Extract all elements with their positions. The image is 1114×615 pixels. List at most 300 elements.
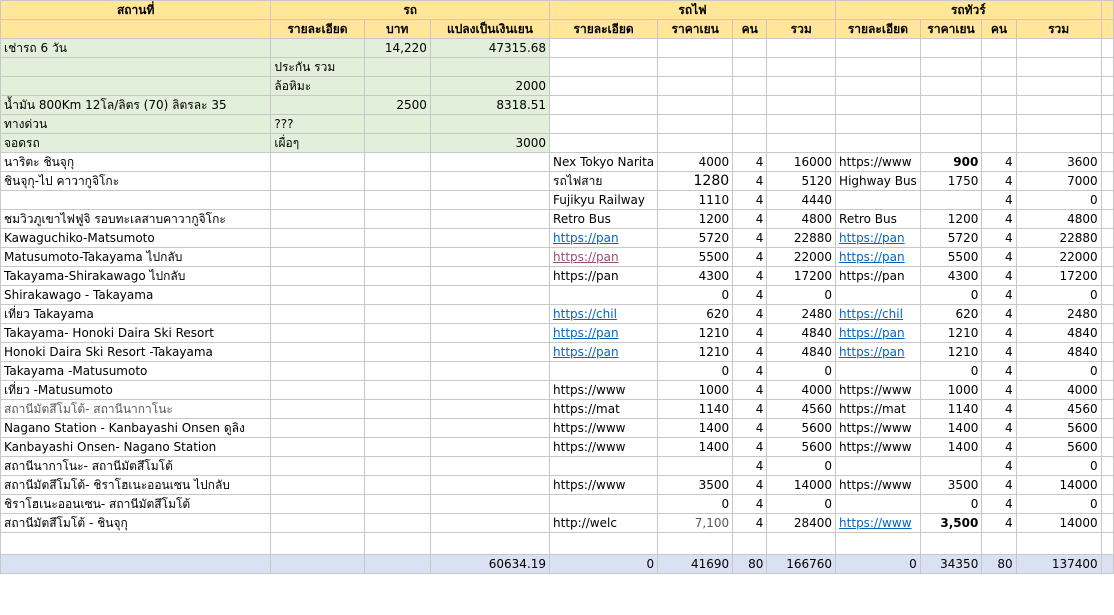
total-cell-c[interactable]	[364, 555, 430, 574]
header-train-detail[interactable]: รายละเอียด	[550, 20, 658, 39]
cell-tour-total[interactable]: 0	[1016, 457, 1101, 476]
cell-tour-detail[interactable]: https://www	[836, 514, 921, 533]
cell-car-baht[interactable]	[364, 476, 430, 495]
cell-tour-total[interactable]	[1016, 96, 1101, 115]
cell-car-detail[interactable]	[271, 172, 364, 191]
cell-extra[interactable]	[1101, 514, 1113, 533]
cell-train-price[interactable]: 1110	[658, 191, 733, 210]
cell-car-detail[interactable]	[271, 476, 364, 495]
cell-tour-total[interactable]	[1016, 134, 1101, 153]
cell-tour-people[interactable]: 4	[982, 514, 1016, 533]
cell-car-yen[interactable]	[430, 362, 549, 381]
cell-extra[interactable]	[1101, 58, 1113, 77]
header-tour-people[interactable]: คน	[982, 20, 1016, 39]
cell-car-yen[interactable]	[430, 324, 549, 343]
total-extra[interactable]	[1101, 555, 1113, 574]
cell-car-baht[interactable]	[364, 115, 430, 134]
cell-tour-price[interactable]: 0	[920, 495, 982, 514]
cell-tour-detail[interactable]: https://www	[836, 153, 921, 172]
cell-car-yen[interactable]: 3000	[430, 134, 549, 153]
cell-train-price[interactable]: 4000	[658, 153, 733, 172]
cell-tour-total[interactable]: 3600	[1016, 153, 1101, 172]
header-tour-price[interactable]: ราคาเยน	[920, 20, 982, 39]
cell-tour-people[interactable]: 4	[982, 362, 1016, 381]
cell-train-detail[interactable]	[550, 39, 658, 58]
cell-tour-price[interactable]: 900	[920, 153, 982, 172]
cell-tour-detail[interactable]	[836, 39, 921, 58]
cell-car-baht[interactable]	[364, 495, 430, 514]
cell-tour-people[interactable]: 4	[982, 286, 1016, 305]
cell-train-total[interactable]: 5600	[767, 438, 836, 457]
cell-car-baht[interactable]	[364, 343, 430, 362]
cell-extra[interactable]	[1101, 419, 1113, 438]
cell-car-yen[interactable]	[430, 438, 549, 457]
cell-extra[interactable]	[1101, 476, 1113, 495]
total-train-detail[interactable]: 0	[550, 555, 658, 574]
cell-tour-price[interactable]: 4300	[920, 267, 982, 286]
cell-place[interactable]: Kawaguchiko-Matsumoto	[1, 229, 271, 248]
cell-car-baht[interactable]	[364, 324, 430, 343]
cell-tour-people[interactable]	[982, 96, 1016, 115]
cell-car-yen[interactable]	[430, 381, 549, 400]
total-tour-people[interactable]: 80	[982, 555, 1016, 574]
cell[interactable]	[550, 533, 658, 555]
cell-tour-total[interactable]: 0	[1016, 362, 1101, 381]
cell-tour-price[interactable]: 1750	[920, 172, 982, 191]
cell-train-total[interactable]: 4440	[767, 191, 836, 210]
cell-extra[interactable]	[1101, 191, 1113, 210]
cell[interactable]	[1, 533, 271, 555]
cell-tour-price[interactable]: 0	[920, 362, 982, 381]
cell-extra[interactable]	[1101, 267, 1113, 286]
cell-place[interactable]: จอดรถ	[1, 134, 271, 153]
cell-train-price[interactable]: 0	[658, 495, 733, 514]
cell-train-detail[interactable]: Nex Tokyo Narita	[550, 153, 658, 172]
cell-car-yen[interactable]	[430, 58, 549, 77]
cell-tour-people[interactable]: 4	[982, 210, 1016, 229]
cell-tour-total[interactable]: 4840	[1016, 343, 1101, 362]
cell-car-baht[interactable]	[364, 400, 430, 419]
cell-car-yen[interactable]	[430, 400, 549, 419]
cell-train-people[interactable]: 4	[733, 495, 767, 514]
header-car-baht[interactable]: บาท	[364, 20, 430, 39]
total-train-people[interactable]: 80	[733, 555, 767, 574]
cell-tour-price[interactable]: 0	[920, 286, 982, 305]
total-tour-total[interactable]: 137400	[1016, 555, 1101, 574]
cell-car-baht[interactable]	[364, 514, 430, 533]
cell-tour-detail[interactable]: https://pan	[836, 248, 921, 267]
cell-train-total[interactable]: 4000	[767, 381, 836, 400]
cell-train-total[interactable]: 0	[767, 362, 836, 381]
cell-car-detail[interactable]	[271, 457, 364, 476]
cell-car-baht[interactable]	[364, 229, 430, 248]
cell-train-people[interactable]: 4	[733, 153, 767, 172]
cell-train-people[interactable]: 4	[733, 324, 767, 343]
cell-car-detail[interactable]	[271, 438, 364, 457]
cell-tour-price[interactable]: 1140	[920, 400, 982, 419]
cell-place[interactable]: สถานีมัตสึโมโต้ - ชินจุกุ	[1, 514, 271, 533]
cell-tour-people[interactable]: 4	[982, 191, 1016, 210]
cell-car-detail[interactable]	[271, 229, 364, 248]
cell-car-baht[interactable]	[364, 77, 430, 96]
cell-place[interactable]: เที่ยว Takayama	[1, 305, 271, 324]
cell-extra[interactable]	[1101, 324, 1113, 343]
cell-place[interactable]	[1, 77, 271, 96]
cell-car-baht[interactable]	[364, 134, 430, 153]
cell-car-yen[interactable]	[430, 343, 549, 362]
cell-train-total[interactable]: 16000	[767, 153, 836, 172]
cell-car-yen[interactable]	[430, 210, 549, 229]
cell-train-price[interactable]: 7,100	[658, 514, 733, 533]
cell-tour-detail[interactable]: https://pan	[836, 343, 921, 362]
cell-car-detail[interactable]	[271, 419, 364, 438]
cell-train-people[interactable]: 4	[733, 229, 767, 248]
cell-tour-people[interactable]: 4	[982, 153, 1016, 172]
cell-tour-price[interactable]: 620	[920, 305, 982, 324]
cell-train-detail[interactable]	[550, 362, 658, 381]
total-tour-detail[interactable]: 0	[836, 555, 921, 574]
cell-train-total[interactable]: 0	[767, 457, 836, 476]
cell-train-total[interactable]	[767, 39, 836, 58]
cell-train-detail[interactable]: Retro Bus	[550, 210, 658, 229]
cell-train-people[interactable]: 4	[733, 381, 767, 400]
cell-car-yen[interactable]	[430, 514, 549, 533]
cell-tour-total[interactable]: 0	[1016, 495, 1101, 514]
cell-tour-price[interactable]: 1210	[920, 324, 982, 343]
cell-train-price[interactable]: 1280	[658, 172, 733, 191]
header-train-people[interactable]: คน	[733, 20, 767, 39]
cell-train-price[interactable]: 620	[658, 305, 733, 324]
cell-car-baht[interactable]: 14,220	[364, 39, 430, 58]
cell-train-detail[interactable]: https://www	[550, 381, 658, 400]
cell-train-price[interactable]	[658, 96, 733, 115]
cell-tour-total[interactable]: 22000	[1016, 248, 1101, 267]
cell-place[interactable]: Takayama-Shirakawago ไปกลับ	[1, 267, 271, 286]
cell-tour-price[interactable]: 3500	[920, 476, 982, 495]
cell-tour-price[interactable]: 3,500	[920, 514, 982, 533]
cell-train-total[interactable]: 4840	[767, 343, 836, 362]
cell-extra[interactable]	[1101, 96, 1113, 115]
cell-car-yen[interactable]	[430, 248, 549, 267]
cell-train-price[interactable]: 1400	[658, 438, 733, 457]
cell-car-baht[interactable]	[364, 172, 430, 191]
cell-place[interactable]	[1, 191, 271, 210]
cell-tour-total[interactable]	[1016, 58, 1101, 77]
cell-car-detail[interactable]: ประกัน รวม	[271, 58, 364, 77]
cell-car-yen[interactable]	[430, 229, 549, 248]
total-tour-price[interactable]: 34350	[920, 555, 982, 574]
cell-train-people[interactable]: 4	[733, 438, 767, 457]
header-tour[interactable]: รถทัวร์	[836, 1, 1102, 20]
cell-tour-people[interactable]: 4	[982, 229, 1016, 248]
cell-tour-people[interactable]: 4	[982, 457, 1016, 476]
cell-train-price[interactable]: 3500	[658, 476, 733, 495]
cell-tour-price[interactable]: 1210	[920, 343, 982, 362]
cell-extra[interactable]	[1101, 400, 1113, 419]
cell-train-detail[interactable]	[550, 457, 658, 476]
total-train-price[interactable]: 41690	[658, 555, 733, 574]
cell-tour-price[interactable]	[920, 134, 982, 153]
cell-extra[interactable]	[1101, 248, 1113, 267]
cell-tour-price[interactable]: 5720	[920, 229, 982, 248]
cell-extra[interactable]	[1101, 362, 1113, 381]
cell-car-yen[interactable]	[430, 476, 549, 495]
cell[interactable]	[920, 533, 982, 555]
cell-train-total[interactable]: 22880	[767, 229, 836, 248]
cell-tour-total[interactable]	[1016, 115, 1101, 134]
cell-train-people[interactable]	[733, 39, 767, 58]
cell-tour-detail[interactable]	[836, 286, 921, 305]
cell-tour-price[interactable]	[920, 457, 982, 476]
cell[interactable]	[733, 533, 767, 555]
cell-tour-detail[interactable]: https://mat	[836, 400, 921, 419]
cell-train-people[interactable]: 4	[733, 476, 767, 495]
cell-tour-price[interactable]	[920, 191, 982, 210]
cell-place[interactable]	[1, 58, 271, 77]
cell-place[interactable]: เช่ารถ 6 วัน	[1, 39, 271, 58]
cell-tour-total[interactable]: 4000	[1016, 381, 1101, 400]
cell-tour-people[interactable]: 4	[982, 267, 1016, 286]
cell-tour-people[interactable]: 4	[982, 172, 1016, 191]
cell-tour-people[interactable]	[982, 39, 1016, 58]
cell-train-detail[interactable]: https://pan	[550, 267, 658, 286]
cell-extra[interactable]	[1101, 153, 1113, 172]
cell-car-baht[interactable]	[364, 191, 430, 210]
cell-car-detail[interactable]: ???	[271, 115, 364, 134]
cell-train-total[interactable]: 14000	[767, 476, 836, 495]
cell-tour-total[interactable]: 0	[1016, 286, 1101, 305]
cell-car-yen[interactable]	[430, 191, 549, 210]
cell-car-yen[interactable]	[430, 286, 549, 305]
header-extra[interactable]	[1101, 20, 1113, 39]
cell-place[interactable]: สถานีมัตสึโมโต้- สถานีนากาโนะ	[1, 400, 271, 419]
cell-train-total[interactable]: 5120	[767, 172, 836, 191]
cell-train-people[interactable]: 4	[733, 343, 767, 362]
cell-tour-detail[interactable]: https://pan	[836, 324, 921, 343]
cell-place[interactable]: Shirakawago - Takayama	[1, 286, 271, 305]
cell-car-yen[interactable]: 8318.51	[430, 96, 549, 115]
cell-tour-people[interactable]: 4	[982, 305, 1016, 324]
cell-tour-people[interactable]	[982, 77, 1016, 96]
cell-extra[interactable]	[1101, 172, 1113, 191]
cell-train-detail[interactable]	[550, 115, 658, 134]
cell-train-detail[interactable]: https://www	[550, 438, 658, 457]
cell-place[interactable]: Takayama- Honoki Daira Ski Resort	[1, 324, 271, 343]
cell-tour-price[interactable]	[920, 39, 982, 58]
cell-car-baht[interactable]	[364, 362, 430, 381]
cell-place[interactable]: นาริตะ ชินจุกุ	[1, 153, 271, 172]
cell-car-detail[interactable]	[271, 400, 364, 419]
cell-place[interactable]: ชินจุกุ-ไป คาวากูจิโกะ	[1, 172, 271, 191]
cell-place[interactable]: Takayama -Matusumoto	[1, 362, 271, 381]
cell-car-detail[interactable]	[271, 39, 364, 58]
cell[interactable]	[271, 533, 364, 555]
cell-car-baht[interactable]	[364, 438, 430, 457]
cell-tour-detail[interactable]: https://www	[836, 419, 921, 438]
cell-car-detail[interactable]	[271, 514, 364, 533]
cell-train-total[interactable]: 2480	[767, 305, 836, 324]
cell-tour-people[interactable]: 4	[982, 248, 1016, 267]
cell[interactable]	[1016, 533, 1101, 555]
cell-train-people[interactable]: 4	[733, 267, 767, 286]
cell-train-detail[interactable]: https://pan	[550, 343, 658, 362]
cell-train-total[interactable]: 22000	[767, 248, 836, 267]
cell-tour-price[interactable]: 1400	[920, 419, 982, 438]
cell-tour-people[interactable]: 4	[982, 476, 1016, 495]
cell-tour-people[interactable]: 4	[982, 324, 1016, 343]
cell-car-yen[interactable]	[430, 267, 549, 286]
cell-train-price[interactable]: 1200	[658, 210, 733, 229]
cell-place[interactable]: Matusumoto-Takayama ไปกลับ	[1, 248, 271, 267]
cell-car-baht[interactable]	[364, 58, 430, 77]
cell-train-detail[interactable]	[550, 134, 658, 153]
cell-train-people[interactable]: 4	[733, 400, 767, 419]
header-train[interactable]: รถไฟ	[550, 1, 836, 20]
cell-car-yen[interactable]	[430, 153, 549, 172]
cell-train-price[interactable]: 1000	[658, 381, 733, 400]
cell-train-price[interactable]: 0	[658, 362, 733, 381]
cell-tour-price[interactable]: 1400	[920, 438, 982, 457]
cell-car-yen[interactable]	[430, 172, 549, 191]
cell-car-detail[interactable]	[271, 267, 364, 286]
cell-tour-total[interactable]	[1016, 77, 1101, 96]
cell-train-price[interactable]	[658, 39, 733, 58]
cell-place[interactable]: Nagano Station - Kanbayashi Onsen ดูลิง	[1, 419, 271, 438]
cell[interactable]	[836, 533, 921, 555]
cell-car-detail[interactable]	[271, 153, 364, 172]
cell-train-detail[interactable]: https://chil	[550, 305, 658, 324]
cell-tour-total[interactable]: 17200	[1016, 267, 1101, 286]
header-train-total[interactable]: รวม	[767, 20, 836, 39]
cell-train-detail[interactable]: https://pan	[550, 248, 658, 267]
total-cell-a[interactable]	[1, 555, 271, 574]
cell-tour-people[interactable]: 4	[982, 400, 1016, 419]
cell-car-yen[interactable]: 47315.68	[430, 39, 549, 58]
cell-train-price[interactable]: 4300	[658, 267, 733, 286]
cell-car-detail[interactable]	[271, 324, 364, 343]
cell-car-detail[interactable]	[271, 495, 364, 514]
cell-extra[interactable]	[1101, 77, 1113, 96]
cell-train-detail[interactable]	[550, 77, 658, 96]
cell-extra[interactable]	[1101, 134, 1113, 153]
header-extra[interactable]	[1101, 1, 1113, 20]
cell-car-yen[interactable]	[430, 419, 549, 438]
cell-train-total[interactable]: 17200	[767, 267, 836, 286]
cell-car-yen[interactable]	[430, 305, 549, 324]
cell-train-price[interactable]	[658, 77, 733, 96]
cell-train-detail[interactable]: Fujikyu Railway	[550, 191, 658, 210]
cell-train-price[interactable]: 1210	[658, 343, 733, 362]
total-cell-b[interactable]	[271, 555, 364, 574]
cell-train-total[interactable]: 4560	[767, 400, 836, 419]
cell-train-total[interactable]	[767, 96, 836, 115]
header-car-yen[interactable]: แปลงเป็นเงินเยน	[430, 20, 549, 39]
cell-extra[interactable]	[1101, 381, 1113, 400]
cell-car-baht[interactable]	[364, 210, 430, 229]
cell-place[interactable]: สถานีมัตสึโมโต้- ชิราโฮเนะออนเซน ไปกลับ	[1, 476, 271, 495]
cell-tour-price[interactable]: 1200	[920, 210, 982, 229]
cell-tour-total[interactable]: 4800	[1016, 210, 1101, 229]
cell-train-detail[interactable]: https://www	[550, 419, 658, 438]
cell-train-price[interactable]: 0	[658, 286, 733, 305]
cell-tour-detail[interactable]	[836, 115, 921, 134]
cell-tour-detail[interactable]	[836, 362, 921, 381]
cell-train-people[interactable]: 4	[733, 457, 767, 476]
cell-tour-detail[interactable]	[836, 58, 921, 77]
cell-car-detail[interactable]	[271, 96, 364, 115]
cell-train-detail[interactable]: https://mat	[550, 400, 658, 419]
total-car-yen[interactable]: 60634.19	[430, 555, 549, 574]
cell-tour-total[interactable]: 2480	[1016, 305, 1101, 324]
cell-tour-total[interactable]: 4560	[1016, 400, 1101, 419]
cell-car-baht[interactable]	[364, 419, 430, 438]
cell-train-people[interactable]: 4	[733, 191, 767, 210]
cell-train-detail[interactable]	[550, 58, 658, 77]
cell-place[interactable]: ทางด่วน	[1, 115, 271, 134]
cell-car-detail[interactable]	[271, 362, 364, 381]
cell-train-detail[interactable]	[550, 286, 658, 305]
cell-tour-total[interactable]	[1016, 39, 1101, 58]
cell-train-people[interactable]	[733, 96, 767, 115]
cell-tour-detail[interactable]: https://www	[836, 381, 921, 400]
cell-train-price[interactable]	[658, 134, 733, 153]
cell-extra[interactable]	[1101, 286, 1113, 305]
cell-place[interactable]: Honoki Daira Ski Resort -Takayama	[1, 343, 271, 362]
cell-tour-total[interactable]: 7000	[1016, 172, 1101, 191]
cell-train-price[interactable]: 5720	[658, 229, 733, 248]
cell-tour-people[interactable]: 4	[982, 419, 1016, 438]
cell-car-yen[interactable]	[430, 495, 549, 514]
cell[interactable]	[1101, 533, 1113, 555]
cell-extra[interactable]	[1101, 495, 1113, 514]
cell-train-people[interactable]: 4	[733, 305, 767, 324]
cell[interactable]	[364, 533, 430, 555]
cell-car-baht[interactable]	[364, 457, 430, 476]
cell-car-yen[interactable]	[430, 457, 549, 476]
cell-tour-total[interactable]: 14000	[1016, 476, 1101, 495]
cell-tour-detail[interactable]	[836, 191, 921, 210]
cell-car-detail[interactable]: เผื่อๆ	[271, 134, 364, 153]
cell-train-people[interactable]	[733, 58, 767, 77]
cell-train-detail[interactable]: http://welc	[550, 514, 658, 533]
cell-tour-people[interactable]	[982, 58, 1016, 77]
cell-train-people[interactable]: 4	[733, 419, 767, 438]
cell[interactable]	[658, 533, 733, 555]
cell-train-price[interactable]: 1400	[658, 419, 733, 438]
cell-train-price[interactable]	[658, 115, 733, 134]
cell-tour-people[interactable]: 4	[982, 438, 1016, 457]
cell-tour-people[interactable]: 4	[982, 495, 1016, 514]
cell-tour-people[interactable]: 4	[982, 343, 1016, 362]
cell-train-people[interactable]: 4	[733, 514, 767, 533]
cell-tour-detail[interactable]: https://www	[836, 438, 921, 457]
cell-train-price[interactable]: 1210	[658, 324, 733, 343]
cell[interactable]	[982, 533, 1016, 555]
cell-tour-people[interactable]	[982, 115, 1016, 134]
cell-train-detail[interactable]: รถไฟสาย	[550, 172, 658, 191]
cell-car-baht[interactable]	[364, 286, 430, 305]
cell-car-baht[interactable]	[364, 153, 430, 172]
header-car-detail[interactable]: รายละเอียด	[271, 20, 364, 39]
cell[interactable]	[430, 533, 549, 555]
cell-tour-price[interactable]	[920, 115, 982, 134]
cell-train-people[interactable]: 4	[733, 248, 767, 267]
cell-train-people[interactable]: 4	[733, 210, 767, 229]
cell-car-detail[interactable]	[271, 381, 364, 400]
cell-extra[interactable]	[1101, 457, 1113, 476]
cell-place[interactable]: Kanbayashi Onsen- Nagano Station	[1, 438, 271, 457]
cell-train-price[interactable]	[658, 58, 733, 77]
